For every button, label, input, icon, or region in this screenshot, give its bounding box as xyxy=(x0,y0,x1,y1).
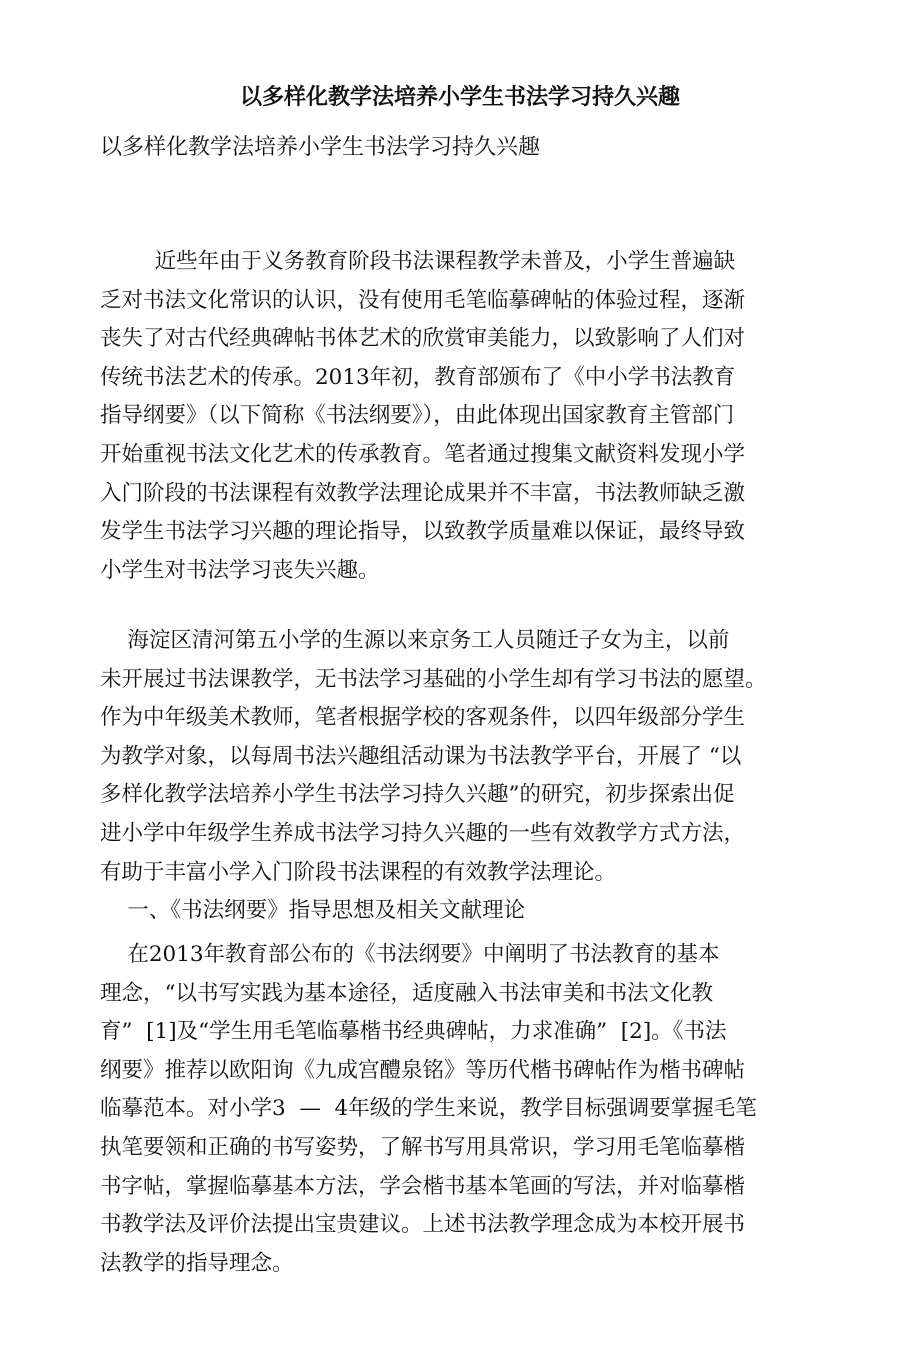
text-line: 法教学的指导理念。 xyxy=(100,1250,294,1276)
text-line: 未开展过书法课教学，无书法学习基础的小学生却有学习书法的愿望。 xyxy=(100,666,767,692)
text-line: 一、《书法纲要》指导思想及相关文献理论 xyxy=(100,898,526,924)
text-line: 乏对书法文化常识的认识，没有使用毛笔临摹碑帖的体验过程，逐渐 xyxy=(100,287,746,313)
text-line: 小学生对书法学习丧失兴趣。 xyxy=(100,557,380,583)
text-line: 在2013年教育部公布的《书法纲要》中阐明了书法教育的基本 xyxy=(100,942,720,967)
text-line: 书字帖，掌握临摹基本方法，学会楷书基本笔画的写法，并对临摹楷 xyxy=(100,1173,746,1199)
text-line: 多样化教学法培养小学生书法学习持久兴趣”的研究，初步探索出促 xyxy=(100,782,735,808)
text-line: 近些年由于义务教育阶段书法课程教学未普及，小学生普遍缺 xyxy=(100,249,736,274)
text-line: 丧失了对古代经典碑帖书体艺术的欣赏审美能力，以致影响了人们对 xyxy=(100,326,746,352)
document-title: 以多样化教学法培养小学生书法学习持久兴趣 xyxy=(239,84,680,110)
text-line: 发学生书法学习兴趣的理论指导，以致教学质量难以保证，最终导致 xyxy=(100,519,746,545)
paragraph-guideline-theory xyxy=(100,936,830,1283)
text-line: 为教学对象，以每周书法兴趣组活动课为书法教学平台，开展了 “以 xyxy=(100,743,742,769)
text-line: 作为中年级美术教师，笔者根据学校的客观条件，以四年级部分学生 xyxy=(100,705,746,731)
text-line: 传统书法艺术的传承。2013年初，教育部颁布了《中小学书法教育 xyxy=(100,364,736,390)
text-line: 临摹范本。对小学3 — 4年级的学生来说，教学目标强调要掌握毛笔 xyxy=(100,1096,757,1122)
text-line: 进小学中年级学生养成书法学习持久兴趣的一些有效教学方式方法， xyxy=(100,820,746,846)
paragraph-school-background xyxy=(100,622,830,931)
paragraph-introduction xyxy=(100,243,830,590)
text-line: 育” [1]及“学生用毛笔临摹楷书经典碑帖，力求准确” [2]。《书法 xyxy=(100,1019,727,1045)
text-line: 执笔要领和正确的书写姿势，了解书写用具常识，学习用毛笔临摹楷 xyxy=(100,1134,746,1160)
document-subtitle: 以多样化教学法培养小学生书法学习持久兴趣 xyxy=(100,135,541,160)
text-line: 书教学法及评价法提出宝贵建议。上述书法教学理念成为本校开展书 xyxy=(100,1212,746,1238)
text-line: 海淀区清河第五小学的生源以来京务工人员随迁子女为主，以前 xyxy=(100,628,730,653)
text-line: 入门阶段的书法课程有效教学法理论成果并不丰富，书法教师缺乏激 xyxy=(100,480,746,506)
text-line: 理念，“以书写实践为基本途径，适度融入书法审美和书法文化教 xyxy=(100,980,713,1006)
text-line: 有助于丰富小学入门阶段书法课程的有效教学法理论。 xyxy=(100,859,617,885)
text-line: 开始重视书法文化艺术的传承教育。笔者通过搜集文献资料发现小学 xyxy=(100,441,746,467)
text-line: 指导纲要》（以下简称《书法纲要》），由此体现出国家教育主管部门 xyxy=(100,403,735,429)
text-line: 纲要》推荐以欧阳询《九成宫醴泉铭》等历代楷书碑帖作为楷书碑帖 xyxy=(100,1057,746,1083)
